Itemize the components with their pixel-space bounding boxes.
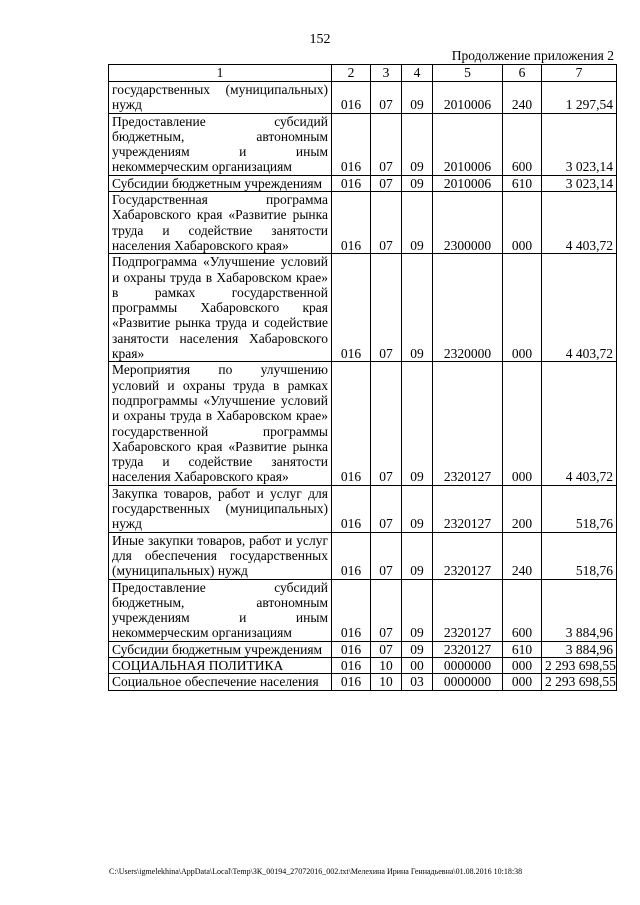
- table-header-row: [109, 65, 617, 82]
- target-article-cell: 2010006: [433, 175, 503, 191]
- row-name-cell: [109, 192, 332, 254]
- subsection-cell: 09: [402, 532, 433, 579]
- code-cell: 016: [332, 674, 371, 690]
- amount-cell: 3 884,96: [542, 641, 617, 657]
- expense-type-cell: 000: [503, 362, 542, 485]
- table-row: [109, 192, 617, 254]
- row-name-text: Социальное обеспечение населения: [112, 674, 319, 690]
- expense-type-cell: 000: [503, 674, 542, 690]
- budget-table: [108, 64, 617, 691]
- code-cell: 016: [332, 485, 371, 532]
- subsection-cell: 09: [402, 485, 433, 532]
- row-name-text: Мероприятия по улучшению условий и охраны труда в рамках подпрограммы «Улучшение условий и охраны труда в Хабаровском крае» государственной программы Хабаровского края «Развитие рынка труда и содействие занятости населения Хабаровского края»: [112, 362, 328, 485]
- row-name-cell: [109, 175, 332, 191]
- continuation-label: Продолжение приложения 2: [451, 48, 614, 63]
- table-row: [109, 82, 617, 114]
- column-header: 1: [109, 65, 332, 82]
- file-path-footer: C:\Users\igmelekhina\AppData\Local\Temp\ЗК_00194_27072016_002.txt\Мелехина Ирина Геннадьевна\01.08.2016 10:18:38: [109, 867, 523, 876]
- target-article-cell: 0000000: [433, 674, 503, 690]
- target-article-cell: 0000000: [433, 657, 503, 673]
- row-name-cell: [109, 532, 332, 579]
- row-name-text: Подпрограмма «Улучшение условий и охраны труда в Хабаровском крае» в рамках государственной программы Хабаровского края «Развитие рынка труда и содействие занятости населения Хабаровского края»: [112, 254, 328, 362]
- target-article-cell: 2320127: [433, 532, 503, 579]
- target-article-cell: 2320127: [433, 362, 503, 485]
- row-name-cell: [109, 579, 332, 641]
- code-cell: 016: [332, 254, 371, 362]
- subsection-cell: 09: [402, 641, 433, 657]
- section-cell: 07: [371, 485, 402, 532]
- section-cell: 10: [371, 674, 402, 690]
- column-header: 3: [371, 65, 402, 82]
- row-name-cell: [109, 657, 332, 673]
- table-row: [109, 485, 617, 532]
- amount-cell: 518,76: [542, 485, 617, 532]
- page-number: 152: [309, 32, 331, 47]
- subsection-cell: 09: [402, 175, 433, 191]
- target-article-cell: 2010006: [433, 82, 503, 114]
- row-name-text: Иные закупки товаров, работ и услуг для обеспечения государственных (муниципальных) нужд: [112, 532, 328, 579]
- section-cell: 07: [371, 254, 402, 362]
- code-cell: 016: [332, 192, 371, 254]
- code-cell: 016: [332, 113, 371, 175]
- amount-cell: 1 297,54: [542, 82, 617, 114]
- code-cell: 016: [332, 641, 371, 657]
- table-row: [109, 362, 617, 485]
- target-article-cell: 2320127: [433, 485, 503, 532]
- expense-type-cell: 240: [503, 532, 542, 579]
- column-header: 2: [332, 65, 371, 82]
- code-cell: 016: [332, 82, 371, 114]
- section-cell: 07: [371, 532, 402, 579]
- code-cell: 016: [332, 175, 371, 191]
- row-name-text: государственных (муниципальных) нужд: [112, 82, 328, 113]
- section-cell: 10: [371, 657, 402, 673]
- amount-cell: 2 293 698,55: [542, 674, 617, 690]
- column-header: 5: [433, 65, 503, 82]
- section-cell: 07: [371, 175, 402, 191]
- table-row: [109, 579, 617, 641]
- amount-cell: 4 403,72: [542, 362, 617, 485]
- amount-cell: 2 293 698,55: [542, 657, 617, 673]
- table-row: [109, 113, 617, 175]
- amount-cell: 3 023,14: [542, 175, 617, 191]
- row-name-text: Закупка товаров, работ и услуг для государственных (муниципальных) нужд: [112, 485, 328, 532]
- row-name-text: Субсидии бюджетным учреждениям: [112, 641, 323, 657]
- table-row: [109, 254, 617, 362]
- row-name-cell: [109, 641, 332, 657]
- table-row: [109, 175, 617, 191]
- table-row: [109, 641, 617, 657]
- subsection-cell: 00: [402, 657, 433, 673]
- amount-cell: 3 884,96: [542, 579, 617, 641]
- amount-cell: 3 023,14: [542, 113, 617, 175]
- row-name-cell: [109, 362, 332, 485]
- row-name-cell: [109, 82, 332, 114]
- row-name-text: Государственная программа Хабаровского края «Развитие рынка труда и содействие занятости населения Хабаровского края»: [112, 192, 328, 253]
- code-cell: 016: [332, 657, 371, 673]
- code-cell: 016: [332, 362, 371, 485]
- section-cell: 07: [371, 113, 402, 175]
- expense-type-cell: 200: [503, 485, 542, 532]
- section-cell: 07: [371, 362, 402, 485]
- subsection-cell: 09: [402, 362, 433, 485]
- target-article-cell: 2320127: [433, 641, 503, 657]
- row-name-cell: [109, 674, 332, 690]
- row-name-text: Субсидии бюджетным учреждениям: [112, 175, 323, 191]
- expense-type-cell: 000: [503, 254, 542, 362]
- row-name-text: Предоставление субсидий бюджетным, автономным учреждениям и иным некоммерческим организациям: [112, 113, 328, 175]
- row-name-text: Предоставление субсидий бюджетным, автономным учреждениям и иным некоммерческим организациям: [112, 579, 328, 641]
- expense-type-cell: 610: [503, 175, 542, 191]
- section-cell: 07: [371, 82, 402, 114]
- column-header: 7: [542, 65, 617, 82]
- subsection-cell: 09: [402, 192, 433, 254]
- amount-cell: 4 403,72: [542, 192, 617, 254]
- target-article-cell: 2300000: [433, 192, 503, 254]
- amount-cell: 4 403,72: [542, 254, 617, 362]
- row-name-cell: [109, 113, 332, 175]
- amount-cell: 518,76: [542, 532, 617, 579]
- expense-type-cell: 240: [503, 82, 542, 114]
- row-name-cell: [109, 485, 332, 532]
- table-row: [109, 657, 617, 673]
- row-name-text: СОЦИАЛЬНАЯ ПОЛИТИКА: [112, 657, 284, 673]
- column-header: 6: [503, 65, 542, 82]
- expense-type-cell: 000: [503, 657, 542, 673]
- target-article-cell: 2320127: [433, 579, 503, 641]
- table-row: [109, 532, 617, 579]
- row-name-cell: [109, 254, 332, 362]
- expense-type-cell: 000: [503, 192, 542, 254]
- subsection-cell: 09: [402, 579, 433, 641]
- expense-type-cell: 610: [503, 641, 542, 657]
- section-cell: 07: [371, 579, 402, 641]
- code-cell: 016: [332, 532, 371, 579]
- target-article-cell: 2320000: [433, 254, 503, 362]
- section-cell: 07: [371, 641, 402, 657]
- expense-type-cell: 600: [503, 579, 542, 641]
- subsection-cell: 09: [402, 82, 433, 114]
- column-header: 4: [402, 65, 433, 82]
- expense-type-cell: 600: [503, 113, 542, 175]
- target-article-cell: 2010006: [433, 113, 503, 175]
- subsection-cell: 03: [402, 674, 433, 690]
- subsection-cell: 09: [402, 254, 433, 362]
- section-cell: 07: [371, 192, 402, 254]
- code-cell: 016: [332, 579, 371, 641]
- subsection-cell: 09: [402, 113, 433, 175]
- table-row: [109, 674, 617, 690]
